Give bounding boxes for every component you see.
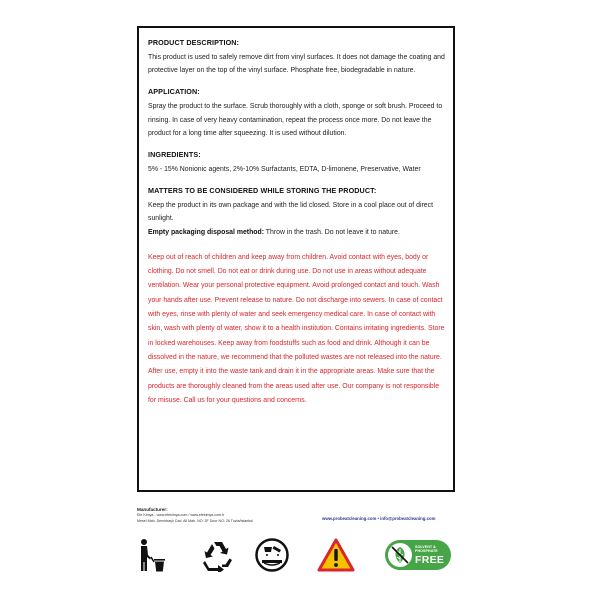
trash-disposal-icon bbox=[137, 538, 167, 572]
disposal-label: Empty packaging disposal method: bbox=[148, 228, 265, 236]
application-section bbox=[148, 87, 445, 140]
application-title: APPLICATION: bbox=[148, 87, 200, 97]
description-title: PRODUCT DESCRIPTION: bbox=[148, 38, 240, 47]
hazard-icon-row bbox=[137, 538, 455, 574]
description-body: This product is used to safely remove dirt from vinyl surfaces. It does not damage the coating and protective layer on the top of the vinyl surface. Phosphate free, biodegradable in nature. bbox=[148, 54, 445, 75]
ingredients-body: 5% - 15% Nonionic agents, 2%-10% Surfactants, EDTA, D-limonene, Preservative, Water bbox=[148, 166, 421, 174]
manufacturer-address: Mesel Mah. Demirbaşlı Cad. Ali Mah. NO: 3F Door NO: 26 Tuzla/İstanbul bbox=[137, 519, 254, 523]
ingredients-section bbox=[148, 150, 445, 176]
storage-title: MATTERS TO BE CONSIDERED WHILE STORING THE PRODUCT: bbox=[148, 186, 377, 196]
ingredients-title: INGREDIENTS: bbox=[148, 150, 201, 160]
website-contact: www.probeatcleaning.com • info@probeatcleaning.com bbox=[322, 516, 436, 521]
application-body: Spray the product to the surface. Scrub thoroughly with a cloth, sponge or soft brush. Proceed to rinsing. In case of very heavy contamination, repeat the process once more. Do not leave the product for a long time after squeezing. It is used without dilution. bbox=[148, 103, 443, 137]
disposal-method bbox=[148, 226, 445, 239]
manufacturer-title: Manufacturer: bbox=[137, 507, 168, 512]
recycle-icon bbox=[201, 538, 235, 572]
solvent-phosphate-free-badge bbox=[385, 540, 451, 570]
product-label-box bbox=[137, 26, 455, 492]
label-footer bbox=[137, 507, 455, 524]
warning-triangle-icon bbox=[317, 538, 355, 572]
storage-section bbox=[148, 186, 445, 239]
badge-line-2: PHOSPHATE bbox=[415, 549, 438, 554]
badge-caption bbox=[415, 545, 438, 553]
leaf-icon bbox=[388, 543, 412, 567]
manufacturer-line-1: Efe Kimya - www.efekimya.com / www.efekimya.com.tr bbox=[137, 513, 225, 517]
storage-body: Keep the product in its own package and with the lid closed. Store in a cool place out of direct sunlight. bbox=[148, 202, 433, 223]
disposal-text: Throw in the trash. Do not leave it to nature. bbox=[264, 228, 400, 236]
badge-line-1: SOLVENT & bbox=[415, 545, 436, 549]
corrosive-hazard-icon bbox=[255, 538, 289, 572]
badge-free-text: FREE bbox=[415, 554, 445, 566]
safety-warning-text: Keep out of reach of children and keep away from children. Avoid contact with eyes, body or clothing. Do not smell. Do not eat or drink during use. Do not use in areas without adequate ventilation. Wear your personal protective equipment. Avoid prolonged contact and touch. Wash your hands after use. Prevent release to nature. Do not discharge into sewers. In case of contact with eyes, rinse with plenty of water and seek emergency medical care. In case of contact with skin, wash with plenty of water, show it to a health institution. Contains irritating ingredients. Store in locked warehouses. Keep away from foodstuffs such as food and drink. Although it can be dissolved in the nature, we recommend that the polluted wastes are not released into the nature. After use, empty it into the waste tank and drain it in the appropriate areas. Make sure that the products are thoroughly cleaned from the areas used after use. Our company is not responsible for misuse. Call us for your questions and concerns. bbox=[148, 253, 445, 404]
description-section bbox=[148, 38, 445, 77]
